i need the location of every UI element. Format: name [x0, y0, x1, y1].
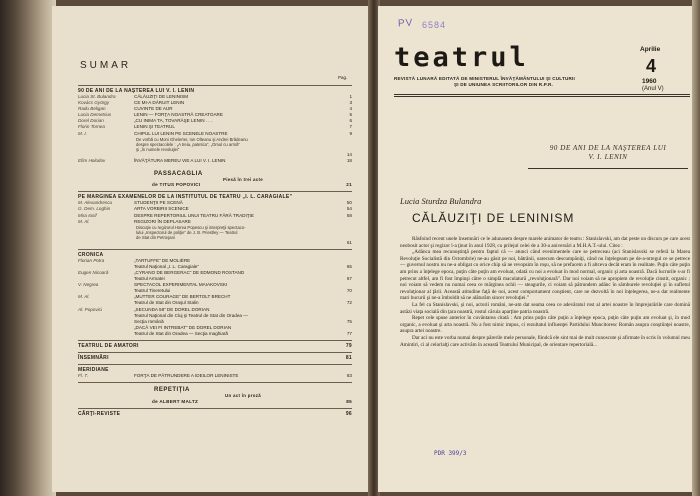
- toc-title: CĂLĂUZIŢI DE LENINISM: [134, 94, 189, 99]
- contents-page: [52, 6, 371, 492]
- toc-title: Secţia română: [134, 318, 164, 324]
- toc-page: 65: [346, 263, 352, 269]
- toc-page: 7: [349, 124, 352, 130]
- toc-note: De vorbă cu Moni Ghelerter, Ion Olteanu şi Andrei Brădeanu: [136, 136, 248, 142]
- toc-author: Kovács György: [78, 100, 110, 106]
- article-paragraph: Răsfoind recent unele însemnări ce le adunasem despre marele animator de teatru : Stanislavski, am dat peste un discurs pe care acest neobosit actor şi regizor l-a ţinut în anul 1928, cu prilejul celei de a 30-a aniversări a M.H.A.T.-ului. Citez :: [400, 236, 690, 249]
- toc-section-heading: CĂRŢI-REVISTE: [78, 410, 121, 417]
- toc-row: [78, 219, 352, 225]
- toc-page: 58: [346, 212, 352, 218]
- toc-page: 14: [346, 151, 352, 157]
- toc-note: şi „În numele revoluţiei”: [136, 146, 180, 152]
- toc-title: CUVINTE DE AUR: [134, 106, 173, 112]
- toc-page: 75: [346, 318, 352, 324]
- toc-section-heading: TEATRUL DE AMATORI: [78, 343, 139, 350]
- toc-title: Teatrul de Stat din Oradea — Secţia maghiară: [134, 330, 228, 336]
- toc-title: ARTA VORBIRII SCENICE: [134, 206, 189, 212]
- repetitia-author: de ALBERT MALTZ: [152, 398, 199, 404]
- toc-note: Discuţie cu regizorul Horea Popescu şi interpreţii spectaco-: [136, 224, 246, 230]
- toc-page: 81: [345, 355, 352, 362]
- repetitia-author-row: [78, 399, 352, 405]
- repetitia-block: [78, 382, 352, 405]
- toc-title: „DACĂ VEI FI INTREBAT” DE DOREL DORIAN: [134, 324, 232, 330]
- contents-title: SUMAR: [80, 60, 132, 71]
- toc-author: Mira Iosif: [78, 212, 97, 218]
- toc-section-heading: ÎNSEMNĂRI: [78, 355, 109, 362]
- anniversary-heading: [528, 144, 688, 162]
- article-paragraph: La fel ca Stanislavski, şi noi, actorii români, ne-am dat seama ceea ce adevăratul rost al artei noastre în împrejurările care domină astăzi viaţa socială din ţara noastră, rostul căruia aparţine patria noastră.: [400, 301, 690, 315]
- toc-page: 1: [349, 94, 352, 99]
- toc-page: 70: [346, 288, 352, 294]
- toc-page: [338, 219, 352, 225]
- toc-title: LENIN ŞI TEATRUL: [134, 124, 175, 130]
- toc-title: REGIZORI ÎN DEPLASARE: [134, 218, 191, 224]
- article-page: [378, 6, 696, 492]
- toc-page: 96: [345, 410, 352, 417]
- previous-page-photo-edge: [0, 0, 56, 496]
- repetitia-subtitle: Un act în proză: [225, 393, 261, 399]
- issue-month: Aprilie: [640, 46, 661, 53]
- magazine-logo: teatrul: [394, 42, 529, 73]
- toc-page: 61: [346, 239, 352, 245]
- toc-author: Florian Potra: [78, 257, 105, 263]
- toc-author: M. Al.: [78, 218, 90, 224]
- toc-note: de Stat din Petroşani: [136, 234, 175, 240]
- article-paragraph: „Adânca mea recunoştinţă pentru faptul că — atunci când evenimentele care se petreceau (aci Stanislavski se referă la Marea Revoluţie Socialistă din Octombrie) ne-au găsit pe noi, bătrânii, oarecum descumpăniţi, când nu înţelegeam pe de-a-ntregul ce se petrece — guvernul nostru nu ne-a obligat cu orice chip să ne revopsim în roşu, să ne prefacem a fi altceva decât eram în realitate. Puţin câte puţin am prins a înţelege epoca, puţin câte puţin am evoluat, odată cu noi a evoluat în mod normal, organic şi arta noastră. Dacă lucrurile s-ar fi petrecut altfel, am fi fost împinşi către o simplă maculatură „revoluţionară”. Dar noi voiam să ne apropiem de revoluţie cinstit, organic ; noi voiam să vedem nu numai ceea ce mărginea ochii — steagurile, ci voiam să pătrundem adânc în sâmburele revoluţiei şi în sufletul revoluţionar al ţării. Această atitudine faţă de noi, acest comportament conştient, care ne dezvoltă în noi înţelegerea, ne-a dat realmente mari bucurii şi ne-a îmboldit să ne alăturăm sincer revoluţiei.”: [400, 249, 690, 302]
- play-title: PASSACAGLIA: [154, 170, 203, 177]
- toc-title: Teatrul de Stat din Oraşul Stalin: [134, 300, 199, 306]
- toc-author: Radu Beligan: [78, 106, 106, 112]
- library-stamp-number: 6584: [422, 20, 447, 30]
- page-column-label: Pag.: [338, 75, 348, 80]
- toc-page: 67: [346, 276, 352, 282]
- toc-page: 18: [346, 157, 352, 163]
- toc-page: 6: [349, 118, 352, 124]
- library-stamp-letters: PV: [397, 17, 414, 30]
- anniversary-heading-line-2: V. I. LENIN: [588, 153, 628, 161]
- heading-rule: [528, 168, 688, 169]
- play-author-row: [78, 182, 352, 188]
- toc-author: M. Al.: [78, 294, 90, 300]
- masthead-subtitle: [394, 76, 630, 88]
- toc-section-heading: 90 DE ANI DE LA NAŞTEREA LUI V. I. LENIN: [78, 85, 352, 94]
- toc-page: 50: [346, 200, 352, 206]
- toc-section-heading: CRONICA: [78, 249, 352, 258]
- article-author: Lucia Sturdza Bulandra: [400, 196, 482, 206]
- toc-row: [78, 131, 352, 137]
- anniversary-heading-line-1: 90 DE ANI DE LA NAŞTEREA LUI: [549, 144, 667, 152]
- toc-section-heading-row: [78, 352, 352, 361]
- toc-author: V. Negrea: [78, 282, 99, 288]
- toc-page: 77: [346, 330, 352, 336]
- toc-title: FORŢA DE PĂTRUNDERE A IDEILOR LENINISTE: [134, 373, 239, 379]
- toc-title: „CYRANO DE BERGERAC” DE EDMOND ROSTAND: [134, 270, 245, 275]
- article-body: [400, 236, 690, 348]
- toc-author: Florin Tornea: [78, 124, 105, 130]
- toc-page: 21: [346, 182, 352, 188]
- toc-page: 4: [349, 106, 352, 112]
- toc-author: Fl. T.: [78, 373, 89, 379]
- toc-title: STUDENŢII PE SCENĂ: [134, 200, 183, 206]
- toc-section-heading: PE MARGINEA EXAMENELOR DE LA INSTITUTUL DE TEATRU „I. L. CARAGIALE”: [78, 191, 352, 200]
- toc-note-page-row: [78, 240, 352, 246]
- toc-page: 85: [346, 398, 352, 404]
- toc-title: ÎNVĂŢĂTURA MEREU VIE A LUI V. I. LENIN: [134, 157, 226, 163]
- toc-row: [78, 158, 352, 164]
- toc-page: 72: [346, 300, 352, 306]
- toc-section-heading-row: [78, 408, 352, 417]
- toc-author: Efim Holodov: [78, 157, 106, 163]
- toc-note: lului „Inspectorul de poliţie” de J. B. Priestley — Teatrul: [136, 229, 238, 235]
- repetitia-title: REPETIŢIA: [154, 387, 190, 394]
- toc-title: CE MI-A DĂRUIT LENIN: [134, 100, 185, 106]
- toc-row: [78, 331, 352, 337]
- toc-title: „TARTUFFE” DE MOLIÈRE: [134, 257, 191, 263]
- toc-title: „MUTTER COURAGE” DE BERTOLT BRECHT: [134, 294, 231, 300]
- toc-section-heading: MERIDIANE: [78, 367, 109, 374]
- article-paragraph: Repet cele spuse anterior în cuvântarea citată : Am prins puţin câte puţin a înţelege epoca, puţin câte puţin am evoluat şi, în mod organic, a evoluat şi arta noastră. Nu a fost nimic impus, ci rezultatul influenţei Partidului Muncitoresc Român asupra conştiinţei noastre, asupra artei noastre.: [400, 315, 690, 335]
- toc-page: 54: [346, 206, 352, 212]
- toc-author: Dorel Dorian: [78, 118, 104, 124]
- toc-page: 9: [349, 130, 352, 136]
- toc-section-heading-row: [78, 364, 352, 373]
- toc-section-heading-row: [78, 340, 352, 349]
- toc-author: Lucia St. Bulandra: [78, 94, 116, 99]
- masthead-rule-thin: [394, 96, 690, 97]
- play-subtitle: Piesă în trei acte: [222, 176, 264, 182]
- toc-title: „SECUNDA 58” DE DOREL DORIAN: [134, 306, 210, 312]
- masthead-rule: [394, 94, 690, 95]
- toc-title: CHIPUL LUI LENIN PE SCENELE NOASTRE: [134, 130, 228, 136]
- article-paragraph: Dar aci nu este vorba numai despre părerile mele personale, fiindcă ele sint mai de mult cunoscute şi afirmate în scris în volumul meu Amintiri, ci al celorlalţi care activăm în această Teatrului Municipal, de orientare repertorială...: [400, 334, 690, 348]
- toc-page: 3: [349, 100, 352, 106]
- masthead-line-1: REVISTĂ LUNARĂ EDITATĂ DE MINISTERUL ÎNVĂŢĂMÂNTULUI ŞI CULTURII: [394, 76, 575, 81]
- toc-title: SPECTACOL EXPERIMENTAL MAIAKOVSKI: [134, 282, 228, 288]
- toc-title: DESPRE REPERTORIUL UNUI TEATRU FĂRĂ TRADIŢIE: [134, 212, 254, 218]
- toc-note: despre spectacolele : „A treia, patetica”, „Omul cu armă”: [136, 141, 240, 147]
- toc-author: M. Alexandrescu: [78, 200, 113, 206]
- toc-title: Teatrul Naţional din Cluj şi Teatrul de Stat din Oradea —: [134, 312, 248, 318]
- table-of-contents: [78, 82, 352, 417]
- article-title: CĂLĂUZIŢI DE LENINISM: [412, 211, 575, 225]
- toc-title: „CU INIMA TA, TOVARĂŞE LENIN . . .: [134, 118, 213, 124]
- toc-author: Lucia Demetrius: [78, 112, 112, 118]
- toc-page: 83: [346, 373, 352, 379]
- toc-page: 5: [349, 112, 352, 118]
- issue-year: 1960: [642, 78, 657, 85]
- toc-title: Teatrul Tineretului: [134, 288, 171, 294]
- play-block: [78, 167, 352, 189]
- masthead-line-2: ŞI DE UNIUNEA SCRIITORILOR DIN R.P.R.: [454, 82, 553, 87]
- issue-volume: (Anul V): [642, 86, 664, 92]
- toc-title: LENIN — FORŢA NOASTRĂ CREATOARE: [134, 112, 223, 118]
- issue-number: 4: [646, 56, 657, 76]
- toc-author: Al. Popovici: [78, 306, 103, 312]
- toc-row: [78, 373, 352, 379]
- toc-title: Teatrul Naţional „I. L. Caragiale”: [134, 263, 199, 269]
- toc-author: [78, 331, 134, 337]
- toc-title: Teatrul Armatei: [134, 276, 165, 282]
- play-author: de TITUS POPOVICI: [152, 182, 201, 188]
- toc-author: Eugen Nicoară: [78, 270, 109, 275]
- toc-author: G. Dem. Loghin: [78, 206, 111, 212]
- handwritten-note: PDR 399/3: [434, 450, 467, 457]
- page-edges: [692, 0, 700, 496]
- toc-author: M. I.: [78, 130, 87, 136]
- toc-page: 79: [345, 343, 352, 350]
